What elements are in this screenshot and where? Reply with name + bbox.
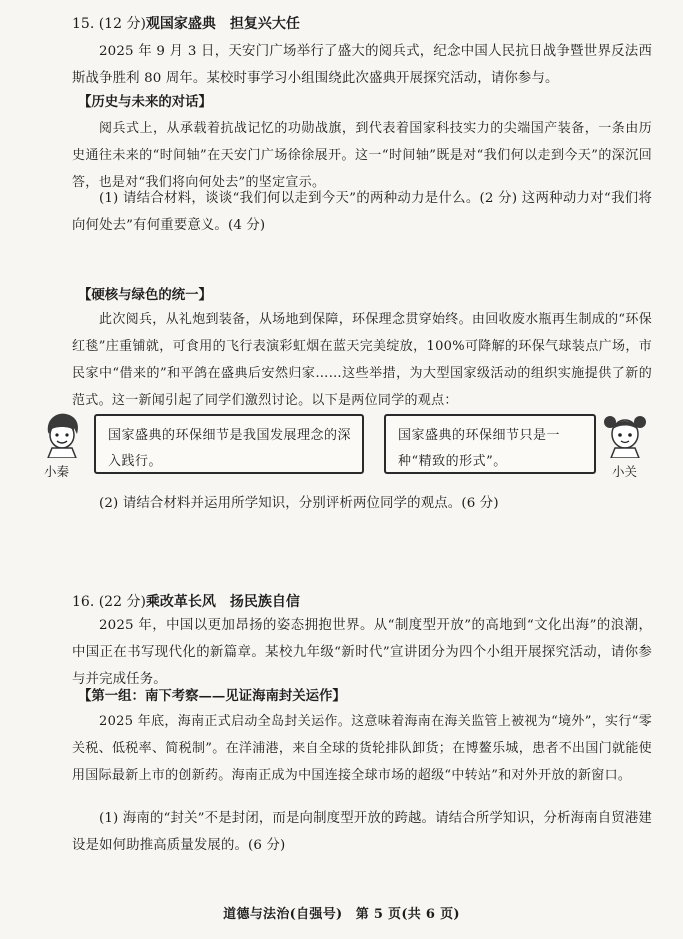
q16-heading-title: 乘改革长风 扬民族自信 xyxy=(145,594,300,610)
view-left-bubble: 国家盛典的环保细节是我国发展理念的深入践行。 xyxy=(94,414,364,474)
student-girl-avatar-icon xyxy=(602,408,648,458)
view-right-bubble: 国家盛典的环保细节只是一种“精致的形式”。 xyxy=(384,414,596,474)
q15-section1-text: 阅兵式上，从承载着抗战记忆的功勋战旗，到代表着国家科技实力的尖端国产装备，一条由历史通往未来的“时间轴”在天安门广场徐徐展开。这一“时间轴”既是对“我们何以走到今天”的深沉回答，也是对“我们将向何处去”的坚定宣示。 xyxy=(72,121,652,190)
q15-intro: 2025 年 9 月 3 日，天安门广场举行了盛大的阅兵式，纪念中国人民抗日战争暨世界反法西斯战争胜利 80 周年。某校时事学习小组围绕此次盛典开展探究活动，请你参与。 xyxy=(72,44,652,86)
q16-intro: 2025 年，中国以更加昂扬的姿态拥抱世界。从“制度型开放”的高地到“文化出海”的浪潮，中国正在书写现代化的新篇章。某校九年级“新时代”宣讲团分为四个小组开展探究活动，请你参与并完成任务。 xyxy=(72,618,652,687)
q16-heading-num: 16. (22 分) xyxy=(72,594,146,610)
q15-question2: (2) 请结合材料并运用所学知识，分别评析两位同学的观点。(6 分) xyxy=(99,496,499,511)
q15-heading-title: 观国家盛典 担复兴大任 xyxy=(145,16,300,32)
q15-heading xyxy=(72,12,300,36)
q16-heading xyxy=(72,590,300,614)
q15-question1: (1) 请结合材料，谈谈“我们何以走到今天”的两种动力是什么。(2 分) 这两种动力对“我们将向何处去”有何重要意义。(4 分) xyxy=(72,191,652,233)
q16-question1: (1) 海南的“封关”不是封闭，而是向制度型开放的跨越。请结合所学知识，分析海南自贸港建设是如何助推高质量发展的。(6 分) xyxy=(72,811,652,853)
q16-group1-title: 【第一组：南下考察——见证海南封关运作】 xyxy=(78,688,346,704)
student-boy-avatar-icon xyxy=(40,410,84,458)
person-left-label: 小秦 xyxy=(44,464,70,479)
person-right-label: 小关 xyxy=(612,464,638,479)
q15-heading-num: 15. (12 分) xyxy=(72,16,146,32)
q15-section2-text: 此次阅兵，从礼炮到装备，从场地到保障，环保理念贯穿始终。由回收废水瓶再生制成的“环保红毯”庄重铺就，可食用的飞行表演彩虹烟在蓝天完美绽放，100%可降解的环保气球装点广场，市民家中“借来的”和平鸽在盛典后安然归家……这些举措，为大型国家级活动的组织实施提供了新的范式。这一新闻引起了同学们激烈讨论。以下是两位同学的观点： xyxy=(72,312,652,408)
q16-group1-text: 2025 年底，海南正式启动全岛封关运作。这意味着海南在海关监管上被视为“境外”，实行“零关税、低税率、简税制”。在洋浦港，来自全球的货轮排队卸货；在博鳌乐城，患者不出国门就能使用国际最新上市的创新药。海南正成为中国连接全球市场的超级“中转站”和对外开放的新窗口。 xyxy=(72,714,652,783)
q15-section1-title: 【历史与未来的对话】 xyxy=(78,94,212,110)
q15-section2-title: 【硬核与绿色的统一】 xyxy=(78,287,212,303)
page-footer: 道德与法治(自强号) 第 5 页(共 6 页) xyxy=(223,907,460,922)
